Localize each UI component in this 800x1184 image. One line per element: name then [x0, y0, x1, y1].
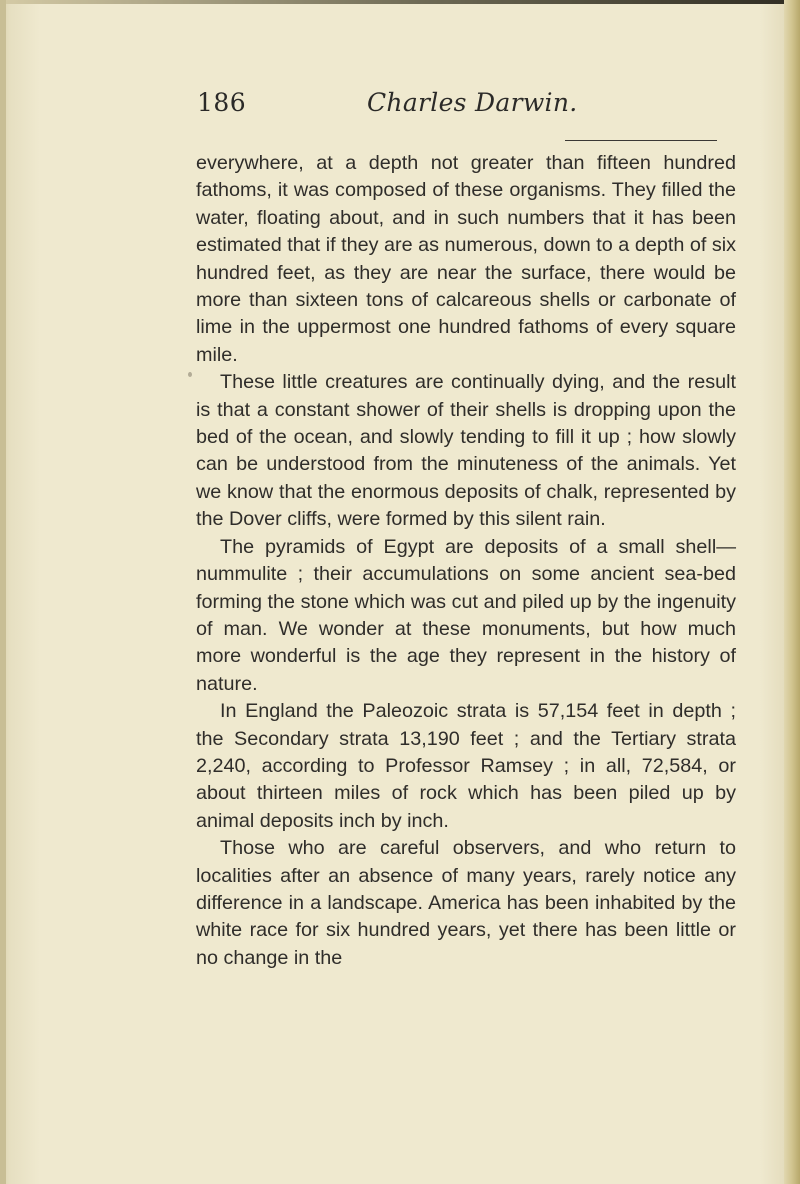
- running-title: Charles Darwin.: [367, 88, 578, 117]
- ink-mark: [188, 372, 192, 377]
- paragraph-4: In England the Paleozoic strata is 57,154 feet in depth ; the Secondary strata 13,190 feet ; and the Tertiary strata 2,240, according to Professor Ramsey ; in all, 72,584, or about thirteen miles of rock which has been piled up by animal deposits inch by inch.: [196, 700, 736, 832]
- page-header: [197, 88, 717, 128]
- paragraph-3: The pyramids of Egypt are deposits of a small shell—nummulite ; their accumulations on some ancient sea-bed forming the stone which was cut and piled up by the ingenuity of man. We wonder at these monuments, but how much more wonderful is the age they represent in the history of nature.: [196, 535, 736, 695]
- page-number: 186: [197, 88, 247, 117]
- page-right-edge: [784, 0, 800, 1184]
- paragraph-1: everywhere, at a depth not greater than fifteen hundred fathoms, it was composed of these organisms. They filled the water, floating about, and in such numbers that it has been estimated that if they are as numerous, down to a depth of six hundred feet, as they are near the surface, there would be more than sixteen tons of calcareous shells or carbonate of lime in the uppermost one hundred fathoms of every square mile.: [196, 152, 736, 366]
- header-rule: [565, 140, 717, 141]
- page-top-edge: [0, 0, 800, 4]
- page-gutter: [0, 0, 6, 1184]
- paragraph-5: Those who are careful observers, and who return to localities after an absence of many years, rarely notice any difference in a landscape. America has been inhabited by the white race for six hundred years, yet there has been little or no change in the: [196, 837, 736, 969]
- body-text: [196, 150, 736, 972]
- paragraph-2: These little creatures are continually dying, and the result is that a constant shower of their shells is dropping upon the bed of the ocean, and slowly tending to fill it up ; how slowly can be understood from the minuteness of the animals. Yet we know that the enormous deposits of chalk, represented by the Dover cliffs, were formed by this silent rain.: [196, 371, 736, 531]
